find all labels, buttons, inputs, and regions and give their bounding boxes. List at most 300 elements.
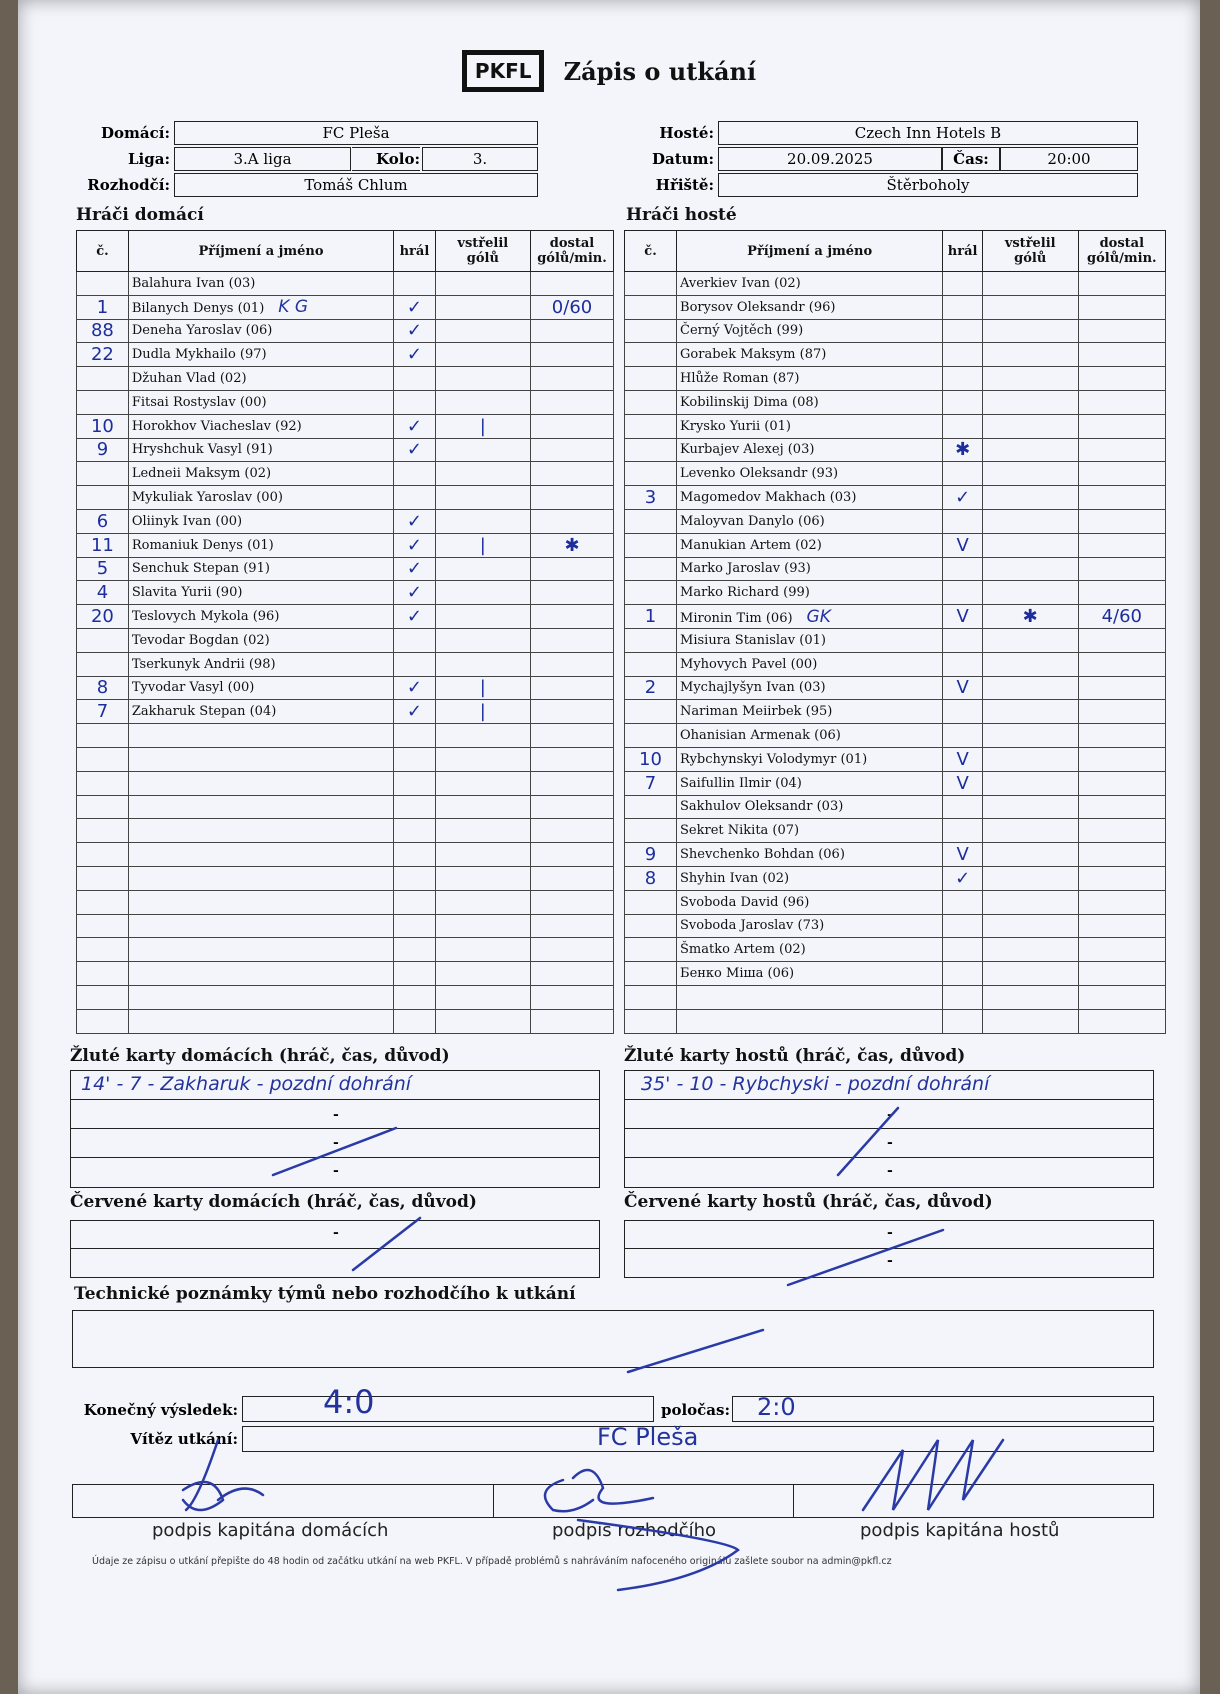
conceded-mark (531, 890, 614, 914)
player-number: 5 (77, 557, 129, 581)
player-name: Tyvodar Vasyl (00) (128, 676, 393, 700)
col-scored (435, 231, 530, 272)
table-row (77, 319, 614, 343)
player-name (128, 866, 393, 890)
dot: - (333, 1135, 339, 1151)
table-row (625, 272, 1166, 296)
table-row (77, 985, 614, 1009)
player-number: 8 (625, 866, 677, 890)
player-name: Averkiev Ivan (02) (677, 272, 943, 296)
conceded-mark (531, 343, 614, 367)
player-number (77, 819, 129, 843)
red-home-title: Červené karty domácích (hráč, čas, důvod) (70, 1192, 477, 1212)
table-row (625, 914, 1166, 938)
goals-mark (435, 367, 530, 391)
player-name: Бенко Міша (06) (677, 962, 943, 986)
conceded-mark (531, 866, 614, 890)
goals-mark (435, 771, 530, 795)
player-number (77, 771, 129, 795)
table-row (77, 795, 614, 819)
table-row (77, 605, 614, 629)
table-row (77, 843, 614, 867)
player-name (128, 985, 393, 1009)
goals-mark (982, 747, 1078, 771)
played-mark (943, 819, 983, 843)
table-row (625, 509, 1166, 533)
played-mark (394, 724, 435, 748)
conceded-mark (531, 390, 614, 414)
player-number: 9 (625, 843, 677, 867)
conceded-mark (1078, 985, 1165, 1009)
player-name: Levenko Oleksandr (93) (677, 462, 943, 486)
played-mark (394, 795, 435, 819)
player-name: Magomedov Makhach (03) (677, 486, 943, 510)
player-number (625, 1009, 677, 1033)
conceded-mark (1078, 866, 1165, 890)
match-sheet (18, 0, 1200, 1694)
sheet-title: Zápis o utkání (563, 56, 757, 86)
goals-mark (982, 819, 1078, 843)
played-mark: ✓ (394, 700, 435, 724)
dot: - (333, 1225, 339, 1241)
col-number: č. (77, 231, 129, 272)
goals-mark (982, 509, 1078, 533)
player-name (677, 985, 943, 1009)
player-name: Shyhin Ivan (02) (677, 866, 943, 890)
player-number (77, 272, 129, 296)
player-number (77, 390, 129, 414)
conceded-mark: 0/60 (531, 295, 614, 319)
col-conceded-line1: dostal (549, 236, 595, 251)
table-row (625, 866, 1166, 890)
table-row (625, 319, 1166, 343)
goals-mark (982, 914, 1078, 938)
player-number (625, 819, 677, 843)
goals-mark (982, 533, 1078, 557)
player-number: 8 (77, 676, 129, 700)
played-mark (943, 390, 983, 414)
conceded-mark: 4/60 (1078, 605, 1165, 629)
notes-box (72, 1310, 1154, 1368)
conceded-mark (531, 486, 614, 510)
conceded-mark (1078, 1009, 1165, 1033)
played-mark: V (943, 771, 983, 795)
player-number (77, 367, 129, 391)
conceded-mark (531, 438, 614, 462)
conceded-mark (531, 557, 614, 581)
player-name: Mychajlyšyn Ivan (03) (677, 676, 943, 700)
conceded-mark (531, 700, 614, 724)
played-mark (943, 962, 983, 986)
player-name: Rybchynskyi Volodymyr (01) (677, 747, 943, 771)
table-row (77, 343, 614, 367)
goals-mark (982, 890, 1078, 914)
played-mark (394, 628, 435, 652)
player-number (625, 319, 677, 343)
yellow-home-box (70, 1070, 600, 1188)
table-row (625, 652, 1166, 676)
goals-mark (435, 605, 530, 629)
player-number (625, 414, 677, 438)
col-number: č. (625, 231, 677, 272)
player-name (128, 962, 393, 986)
goals-mark (435, 843, 530, 867)
played-mark: ✓ (394, 581, 435, 605)
player-name (128, 1009, 393, 1033)
col-conceded-line2: gólů/min. (537, 251, 607, 266)
conceded-mark (1078, 843, 1165, 867)
player-name: Svoboda David (96) (677, 890, 943, 914)
table-row (77, 747, 614, 771)
played-mark (394, 843, 435, 867)
player-number: 7 (77, 700, 129, 724)
col-scored-line2: gólů (1014, 251, 1047, 266)
notes-title: Technické poznámky týmů nebo rozhodčího k utkání (74, 1284, 576, 1304)
goals-mark: ✱ (982, 605, 1078, 629)
played-mark (943, 1009, 983, 1033)
table-row (625, 533, 1166, 557)
played-mark (394, 914, 435, 938)
player-name (128, 819, 393, 843)
player-number (625, 557, 677, 581)
final-result-value: 4:0 (323, 1383, 375, 1421)
player-number: 20 (77, 605, 129, 629)
conceded-mark (1078, 890, 1165, 914)
col-scored-line1: vstřelil (1004, 236, 1056, 251)
player-name: Maloyvan Danylo (06) (677, 509, 943, 533)
player-name: Balahura Ivan (03) (128, 272, 393, 296)
player-number (625, 985, 677, 1009)
col-name: Příjmení a jméno (677, 231, 943, 272)
conceded-mark (1078, 486, 1165, 510)
home-players-title: Hráči domácí (76, 205, 204, 225)
played-mark (943, 295, 983, 319)
conceded-mark (531, 985, 614, 1009)
player-name: Nariman Meiirbek (95) (677, 700, 943, 724)
played-mark (943, 557, 983, 581)
conceded-mark (531, 771, 614, 795)
table-row (625, 843, 1166, 867)
conceded-mark (1078, 367, 1165, 391)
goals-mark (435, 295, 530, 319)
goals-mark (435, 652, 530, 676)
played-mark: ✓ (394, 509, 435, 533)
goals-mark (982, 319, 1078, 343)
played-mark: ✓ (394, 557, 435, 581)
yellow-away-box (624, 1070, 1154, 1188)
conceded-mark (531, 628, 614, 652)
player-name: Deneha Yaroslav (06) (128, 319, 393, 343)
player-name (128, 795, 393, 819)
red-home-box (70, 1220, 600, 1278)
halftime-box (732, 1393, 1154, 1422)
played-mark (394, 367, 435, 391)
table-row (77, 486, 614, 510)
table-row (77, 462, 614, 486)
player-name (677, 605, 943, 629)
player-name: Sekret Nikita (07) (677, 819, 943, 843)
conceded-mark (1078, 676, 1165, 700)
goals-mark: | (435, 533, 530, 557)
player-number (625, 367, 677, 391)
conceded-mark (531, 724, 614, 748)
player-number: 6 (77, 509, 129, 533)
conceded-mark (531, 938, 614, 962)
played-mark (394, 962, 435, 986)
player-number (625, 700, 677, 724)
played-mark (394, 652, 435, 676)
played-mark: V (943, 747, 983, 771)
played-mark (394, 272, 435, 296)
yellow-home-title: Žluté karty domácích (hráč, čas, důvod) (70, 1046, 450, 1066)
goals-mark (982, 272, 1078, 296)
player-number: 9 (77, 438, 129, 462)
goals-mark (435, 343, 530, 367)
player-number: 2 (625, 676, 677, 700)
goals-mark (982, 962, 1078, 986)
played-mark: ✱ (943, 438, 983, 462)
col-name: Příjmení a jméno (128, 231, 393, 272)
player-name: Teslovych Mykola (96) (128, 605, 393, 629)
conceded-mark (1078, 272, 1165, 296)
conceded-mark (1078, 343, 1165, 367)
col-conceded-line1: dostal (1099, 236, 1145, 251)
played-mark: ✓ (394, 343, 435, 367)
player-number (625, 462, 677, 486)
player-name: Džuhan Vlad (02) (128, 367, 393, 391)
goals-mark (982, 985, 1078, 1009)
date-field: 20.09.2025 (718, 147, 942, 171)
player-name: Dudla Mykhailo (97) (128, 343, 393, 367)
player-number (77, 486, 129, 510)
played-mark (943, 724, 983, 748)
conceded-mark (1078, 819, 1165, 843)
player-number (625, 890, 677, 914)
played-mark (943, 985, 983, 1009)
played-mark: ✓ (943, 486, 983, 510)
goals-mark (435, 890, 530, 914)
conceded-mark (1078, 319, 1165, 343)
conceded-mark (531, 914, 614, 938)
goals-mark: | (435, 414, 530, 438)
played-mark (943, 319, 983, 343)
away-captain-signature-label: podpis kapitána hostů (860, 1520, 1060, 1541)
halftime-value: 2:0 (757, 1393, 796, 1421)
player-name (128, 295, 393, 319)
player-number (77, 462, 129, 486)
time-field: 20:00 (1000, 147, 1138, 171)
conceded-mark (531, 819, 614, 843)
player-number (625, 724, 677, 748)
table-row (625, 557, 1166, 581)
conceded-mark (531, 272, 614, 296)
conceded-mark (1078, 414, 1165, 438)
table-row (625, 438, 1166, 462)
conceded-mark (531, 319, 614, 343)
player-number (625, 509, 677, 533)
field-label: Hřiště: (655, 176, 714, 194)
conceded-mark (1078, 795, 1165, 819)
goals-mark (982, 438, 1078, 462)
goals-mark (982, 700, 1078, 724)
played-mark: V (943, 533, 983, 557)
table-row (77, 390, 614, 414)
played-mark (943, 272, 983, 296)
goals-mark (435, 795, 530, 819)
played-mark (943, 890, 983, 914)
player-name: Borysov Oleksandr (96) (677, 295, 943, 319)
played-mark (394, 819, 435, 843)
player-name: Marko Richard (99) (677, 581, 943, 605)
player-number (625, 652, 677, 676)
dot: - (333, 1107, 339, 1123)
table-row (77, 557, 614, 581)
goals-mark (435, 628, 530, 652)
away-label: Hosté: (659, 124, 714, 142)
goals-mark (982, 628, 1078, 652)
conceded-mark (531, 509, 614, 533)
conceded-mark (1078, 533, 1165, 557)
player-name-text: Bilanych Denys (01) (131, 301, 265, 317)
player-name (128, 771, 393, 795)
round-label: Kolo: (352, 147, 420, 171)
player-name: Kobilinskij Dima (08) (677, 390, 943, 414)
player-name (677, 1009, 943, 1033)
player-number: 7 (625, 771, 677, 795)
player-number (625, 628, 677, 652)
goals-mark (982, 676, 1078, 700)
table-row (77, 962, 614, 986)
referee-field: Tomáš Chlum (174, 173, 538, 197)
conceded-mark (1078, 938, 1165, 962)
away-roster-table (624, 230, 1166, 1034)
col-scored-line1: vstřelil (457, 236, 509, 251)
table-row (625, 724, 1166, 748)
played-mark: V (943, 843, 983, 867)
table-row (77, 771, 614, 795)
table-row (625, 295, 1166, 319)
player-name: Tevodar Bogdan (02) (128, 628, 393, 652)
played-mark: ✓ (394, 438, 435, 462)
player-number (77, 914, 129, 938)
yellow-away-title: Žluté karty hostů (hráč, čas, důvod) (624, 1046, 966, 1066)
player-number (77, 795, 129, 819)
player-name: Saifullin Ilmir (04) (677, 771, 943, 795)
played-mark: ✓ (394, 319, 435, 343)
table-row (77, 866, 614, 890)
conceded-mark (531, 1009, 614, 1033)
played-mark: ✓ (943, 866, 983, 890)
player-name: Senchuk Stepan (91) (128, 557, 393, 581)
table-row (77, 890, 614, 914)
player-name: Gorabek Maksym (87) (677, 343, 943, 367)
goals-mark (982, 295, 1078, 319)
player-name: Kurbajev Alexej (03) (677, 438, 943, 462)
yellow-home-entry: 14' - 7 - Zakharuk - pozdní dohrání (81, 1073, 412, 1095)
player-name-text: Mironin Tim (06) (680, 610, 793, 626)
goals-mark (982, 462, 1078, 486)
conceded-mark (531, 652, 614, 676)
played-mark (394, 771, 435, 795)
goals-mark (982, 724, 1078, 748)
table-row (625, 367, 1166, 391)
referee-signature-label: podpis rozhodčího (552, 1520, 717, 1541)
goals-mark (982, 414, 1078, 438)
table-row (77, 652, 614, 676)
conceded-mark (531, 843, 614, 867)
player-number: 3 (625, 486, 677, 510)
player-number: 11 (77, 533, 129, 557)
played-mark (943, 462, 983, 486)
goals-mark (435, 509, 530, 533)
round-field: 3. (422, 147, 538, 171)
conceded-mark (531, 795, 614, 819)
player-name: Myhovych Pavel (00) (677, 652, 943, 676)
table-row (625, 462, 1166, 486)
player-name (128, 938, 393, 962)
table-row (625, 938, 1166, 962)
player-name (128, 890, 393, 914)
goals-mark (435, 985, 530, 1009)
conceded-mark (531, 605, 614, 629)
table-row (625, 628, 1166, 652)
goals-mark: | (435, 700, 530, 724)
player-name: Šmatko Artem (02) (677, 938, 943, 962)
player-name: Zakharuk Stepan (04) (128, 700, 393, 724)
col-scored (982, 231, 1078, 272)
player-note: GK (806, 606, 831, 627)
conceded-mark (1078, 438, 1165, 462)
played-mark (394, 486, 435, 510)
red-away-box (624, 1220, 1154, 1278)
final-result-box (242, 1383, 654, 1422)
player-number (77, 747, 129, 771)
played-mark: V (943, 676, 983, 700)
conceded-mark (531, 676, 614, 700)
table-row (625, 343, 1166, 367)
conceded-mark (531, 367, 614, 391)
table-row (625, 1009, 1166, 1033)
played-mark (943, 581, 983, 605)
player-number (625, 438, 677, 462)
player-number (625, 581, 677, 605)
played-mark: ✓ (394, 605, 435, 629)
goals-mark (435, 819, 530, 843)
conceded-mark (1078, 557, 1165, 581)
goals-mark (982, 843, 1078, 867)
player-number (625, 295, 677, 319)
player-number (625, 795, 677, 819)
home-roster-table (76, 230, 614, 1034)
player-name: Krysko Yurii (01) (677, 414, 943, 438)
player-number (77, 962, 129, 986)
winner-box (242, 1423, 1154, 1452)
player-name: Sakhulov Oleksandr (03) (677, 795, 943, 819)
time-label: Čas: (942, 147, 1000, 171)
player-number (625, 343, 677, 367)
player-name: Fitsai Rostyslav (00) (128, 390, 393, 414)
table-row (77, 724, 614, 748)
player-note: K G (278, 297, 309, 318)
table-row (625, 581, 1166, 605)
conceded-mark (531, 414, 614, 438)
player-name: Romaniuk Denys (01) (128, 533, 393, 557)
goals-mark (435, 557, 530, 581)
dot: - (887, 1135, 893, 1151)
played-mark (394, 938, 435, 962)
goals-mark: | (435, 676, 530, 700)
player-name: Shevchenko Bohdan (06) (677, 843, 943, 867)
